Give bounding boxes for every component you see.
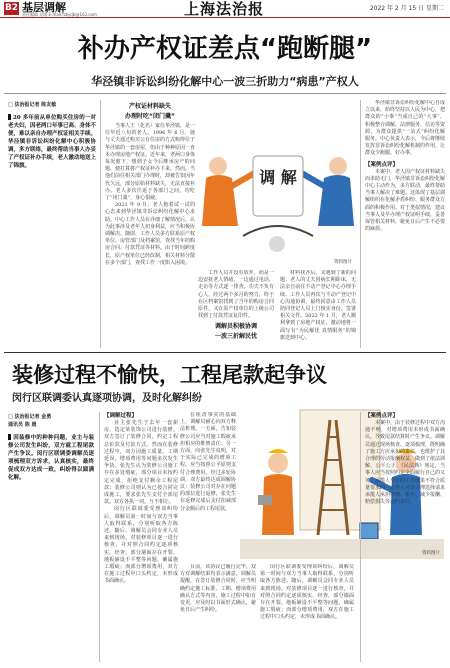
article2-subheadline: 闵行区联调委认真逐项协调，及时化解纠纷 bbox=[12, 393, 202, 404]
newspaper-masthead: 上海法治报 bbox=[183, 0, 264, 18]
lead-marker bbox=[8, 114, 11, 120]
article2-headline: 装修过程不愉快，工程尾款起争议 bbox=[12, 363, 327, 387]
article1-right-body: 华泾镇非诉讼纠纷化解中心自成立以来，始终坚持以人民为中心，把群众的“小事”当成自己的“大事”，积极整合调解、法律服务、信访等资源，为群众提供“一站式”纠纷化解服务。中心负责人表示，今后将继续发挥非诉讼纠纷化解机制的作用，让群众少跑腿、好办事。 bbox=[365, 100, 445, 157]
article2-body-3: 闵行区联调委受理该纠纷后，调解员第一时间与双方当事人取得联系，分别听取各方陈述。随后，调解员会同专业人员来到现场，对装修项目逐一进行核查，并对照合同约定逐项核实。经查，部分墙面存在开裂、地板铺设不平整等问题，确属施工瑕疵；而部分增项费用，双方在施工过程中口头约定，未形成书面确认。 bbox=[104, 506, 178, 585]
column-divider bbox=[100, 100, 101, 348]
article1-image-caption: 资料图片 bbox=[334, 260, 352, 265]
mediation-illustration bbox=[198, 116, 356, 268]
article1-subheadline: 华泾镇非诉讼纠纷化解中心一波三折助力“病患”产权人 bbox=[91, 75, 359, 88]
article1-body-5: 材料找齐后，又遇到了新的问题：老人的丈夫因病长期卧床，无法亲自前往不动产登记中心办理手续。工作人员再次与不动产登记中心沟通协调，最终同意由工作人员陪同登记人员上门核实身份、签署相关文件。2022 年 1 月，老人顺利拿到了房地产权证，激动地将一面写有“为民解忧 真情服务”的锦旗送到中心。 bbox=[280, 270, 356, 341]
illustration-label: 调 解 bbox=[259, 168, 297, 187]
article2-byline-1: □ 法治报记者 金勇 bbox=[8, 414, 52, 420]
article2-body-5: 目前，该协议已履行完毕，双方对调解结果均表示满意。调解员提醒，在签订装修合同时，应当明确约定施工标准、工期、增项费用确认方式等内容，施工过程中如有变更，应及时以书面形式确认，避免日后产生纠纷。 bbox=[180, 564, 256, 614]
article2-right-column bbox=[365, 412, 445, 664]
article1-section-head-2: 办理时吃“闭门羹” bbox=[125, 113, 175, 120]
article1-case-label: 【案例点评】 bbox=[365, 161, 399, 168]
article-separator bbox=[4, 352, 446, 353]
article1-body-2: 当事人王（化名）家住华泾镇，是一位年近八旬的老人。1996 年 6 月，她与丈夫通过购买公有住房的方式购得位于华泾镇的一套房屋，但由于种种原因一直未办理房地产权证。近年来，老两口身体每况愈下，想到子女今后继承房产的问题，便打算将产权证补办下来。然而，当他们前往相关部门办理时，却被告知因年代久远，部分原始材料缺失，无法直接补办。老人多次往返于各部门之间，均吃了“闭门羹”，身心俱疲。 bbox=[105, 123, 195, 202]
page-header bbox=[0, 0, 450, 18]
section-name: 基层调解 bbox=[22, 1, 66, 14]
article1-illustration bbox=[198, 116, 356, 268]
page-number-badge: B2 bbox=[4, 3, 19, 13]
article1-section-head: 产权证材料缺失 bbox=[128, 103, 171, 110]
article2-body-2: 业主张先生于去年一套新房，选定某装饰公司进行装修。双方签订了装修合同，约定工程总价款及付款方式。然而在装修过程中，双方因施工质量、工期延误、增项费用等问题多次发生争执。张先生认为装修公司施工存在多处瑕疵，部分项目未按约定完成，拒绝支付剩余工程尾款；装修公司则认为已按合同完成施工，要求张先生支付全部尾款。双方各执一词，互不相让。 bbox=[104, 420, 178, 506]
lead-marker bbox=[8, 434, 11, 440]
article1-lead: 20 多年前从单位购买住房的一对老夫妇，因老两口年事已高、身体不便，难以亲自办理产权证相关手续。华泾镇非诉讼纠纷化解中心积极协调，多方联络，最终帮助当事人办妥了产权证补办手续，老人激动地送上了锦旗。 bbox=[8, 115, 96, 169]
article2-column-2 bbox=[104, 412, 178, 664]
article1-byline: □ 法治报记者 陈友敏 bbox=[8, 102, 57, 108]
divider bbox=[4, 93, 446, 94]
article1-subhead-3: 调解员积极协调 bbox=[214, 323, 257, 331]
article1-subhead-3b: 一波三折解民忧 bbox=[214, 333, 257, 341]
article2-column-5 bbox=[260, 564, 354, 664]
column-divider bbox=[99, 412, 100, 662]
article1-right-body-2: 本案中，老人因产权证材料缺失而求助无门，华泾镇非诉讼纠纷化解中心主动作为，多方联动，最终帮助当事人解决了难题。这体现了基层调解组织在化解矛盾纠纷、服务群众方面的积极作用。对于类似情况，建议当事人及早办理产权证明手续，妥善保管相关材料，避免日后产生不必要的麻烦。 bbox=[365, 168, 445, 233]
article2-column-4 bbox=[180, 564, 256, 664]
article2-lead: 因装修中的种种问题，业主与装修公司发生纠纷，双方就工程尾款产生争议。闵行区联调委调解员逐项梳理双方诉求，认真核实，最终促成双方达成一致，纠纷得以圆满化解。 bbox=[8, 435, 94, 481]
article1-column-2 bbox=[105, 100, 195, 350]
article2-byline-2: 通讯员 陈 晨 bbox=[8, 422, 37, 428]
article2-body-5b: 闵行区联调委受理该纠纷后，调解员第一时间与双方当事人取得联系，分别听取各方陈述。随后，调解员会同专业人员来到现场，对装修项目逐一进行核查，并对照合同约定逐项核实。经查，部分墙面存在开裂、地板铺设不平整等问题，确属施工瑕疵；而部分增项费用，双方在施工过程中口头约定，未形成书面确认。 bbox=[260, 564, 354, 621]
article2-image-caption: 资料图片 bbox=[422, 551, 440, 556]
article1-body-3: 2021 年 9 月，老人抱着试一试的心态来到华泾镇非诉讼纠纷化解中心求助。中心工作人员在详细了解情况后，认为此事涉及老年人切身利益，应当积极协调解决。随即，工作人员多方联系原产权单位、房管部门及档案馆，查找当年的购房合同、付款凭证等材料。由于时间跨度长，原产权单位已经改制，相关材料分散在多个部门，查找工作一度陷入困境。 bbox=[105, 202, 195, 266]
column-divider bbox=[360, 100, 361, 348]
issue-date: 2022 年 2 月 15 日 星期二 bbox=[369, 5, 444, 12]
article1-headline: 补办产权证差点“跑断腿” bbox=[77, 34, 373, 64]
column-divider bbox=[360, 412, 361, 662]
article1-column-4 bbox=[198, 270, 274, 350]
article2-column-3 bbox=[180, 412, 236, 562]
article1-column-5 bbox=[280, 270, 356, 350]
article2-right-body: 本案中，由于装修过程中双方沟通不畅，对增项费用未形成书面确认，导致尾款结算时产生争议。调解员通过现场核查、逐项梳理，既明确了施工方应承担的责任，也维护了其合理的劳动报酬权益，做到了依法调解、公平公正。《民法典》规定，当事人应当按照约定全面履行自己的义务。承揽人交付的工作成果不符合质量要求的，定作人可以合理选择请求承揽人承担修理、重作、减少报酬、赔偿损失等违约责任。 bbox=[365, 420, 445, 506]
editor-line: 责任编辑 吴晴 E-mail:fzbjcjb@163.com bbox=[22, 12, 97, 17]
article1-right-column bbox=[365, 100, 445, 350]
article2-case-label: 【案例点评】 bbox=[365, 413, 399, 419]
article1-body-4: 工作人员并没有放弃，而是一边安抚老人情绪，一边通过电话、走访等方式逐一排查。功夫不负有心人，经过两个多月的努力，终于在区档案馆找到了当年的购房合同原件，又在原产权单位的上级公司找到了付款凭证复印件。 bbox=[198, 270, 274, 320]
article2-section-tag: 【调解过程】 bbox=[104, 413, 138, 419]
article2-body-4: 在厘清事实的基础上，调解员耐心向双方释法析理。一方面，告知装修公司应当对施工瑕疵承担相应的维修责任；另一方面，向张先生说明，对于实际已完成的增项工程，应当按照公平原则支付合理费用。经过多轮协调，双方最终达成调解协议：装修公司对存在问题的部位进行返修，张先生在返修完成后支付扣减部分金额后的工程尾款。 bbox=[180, 412, 236, 512]
